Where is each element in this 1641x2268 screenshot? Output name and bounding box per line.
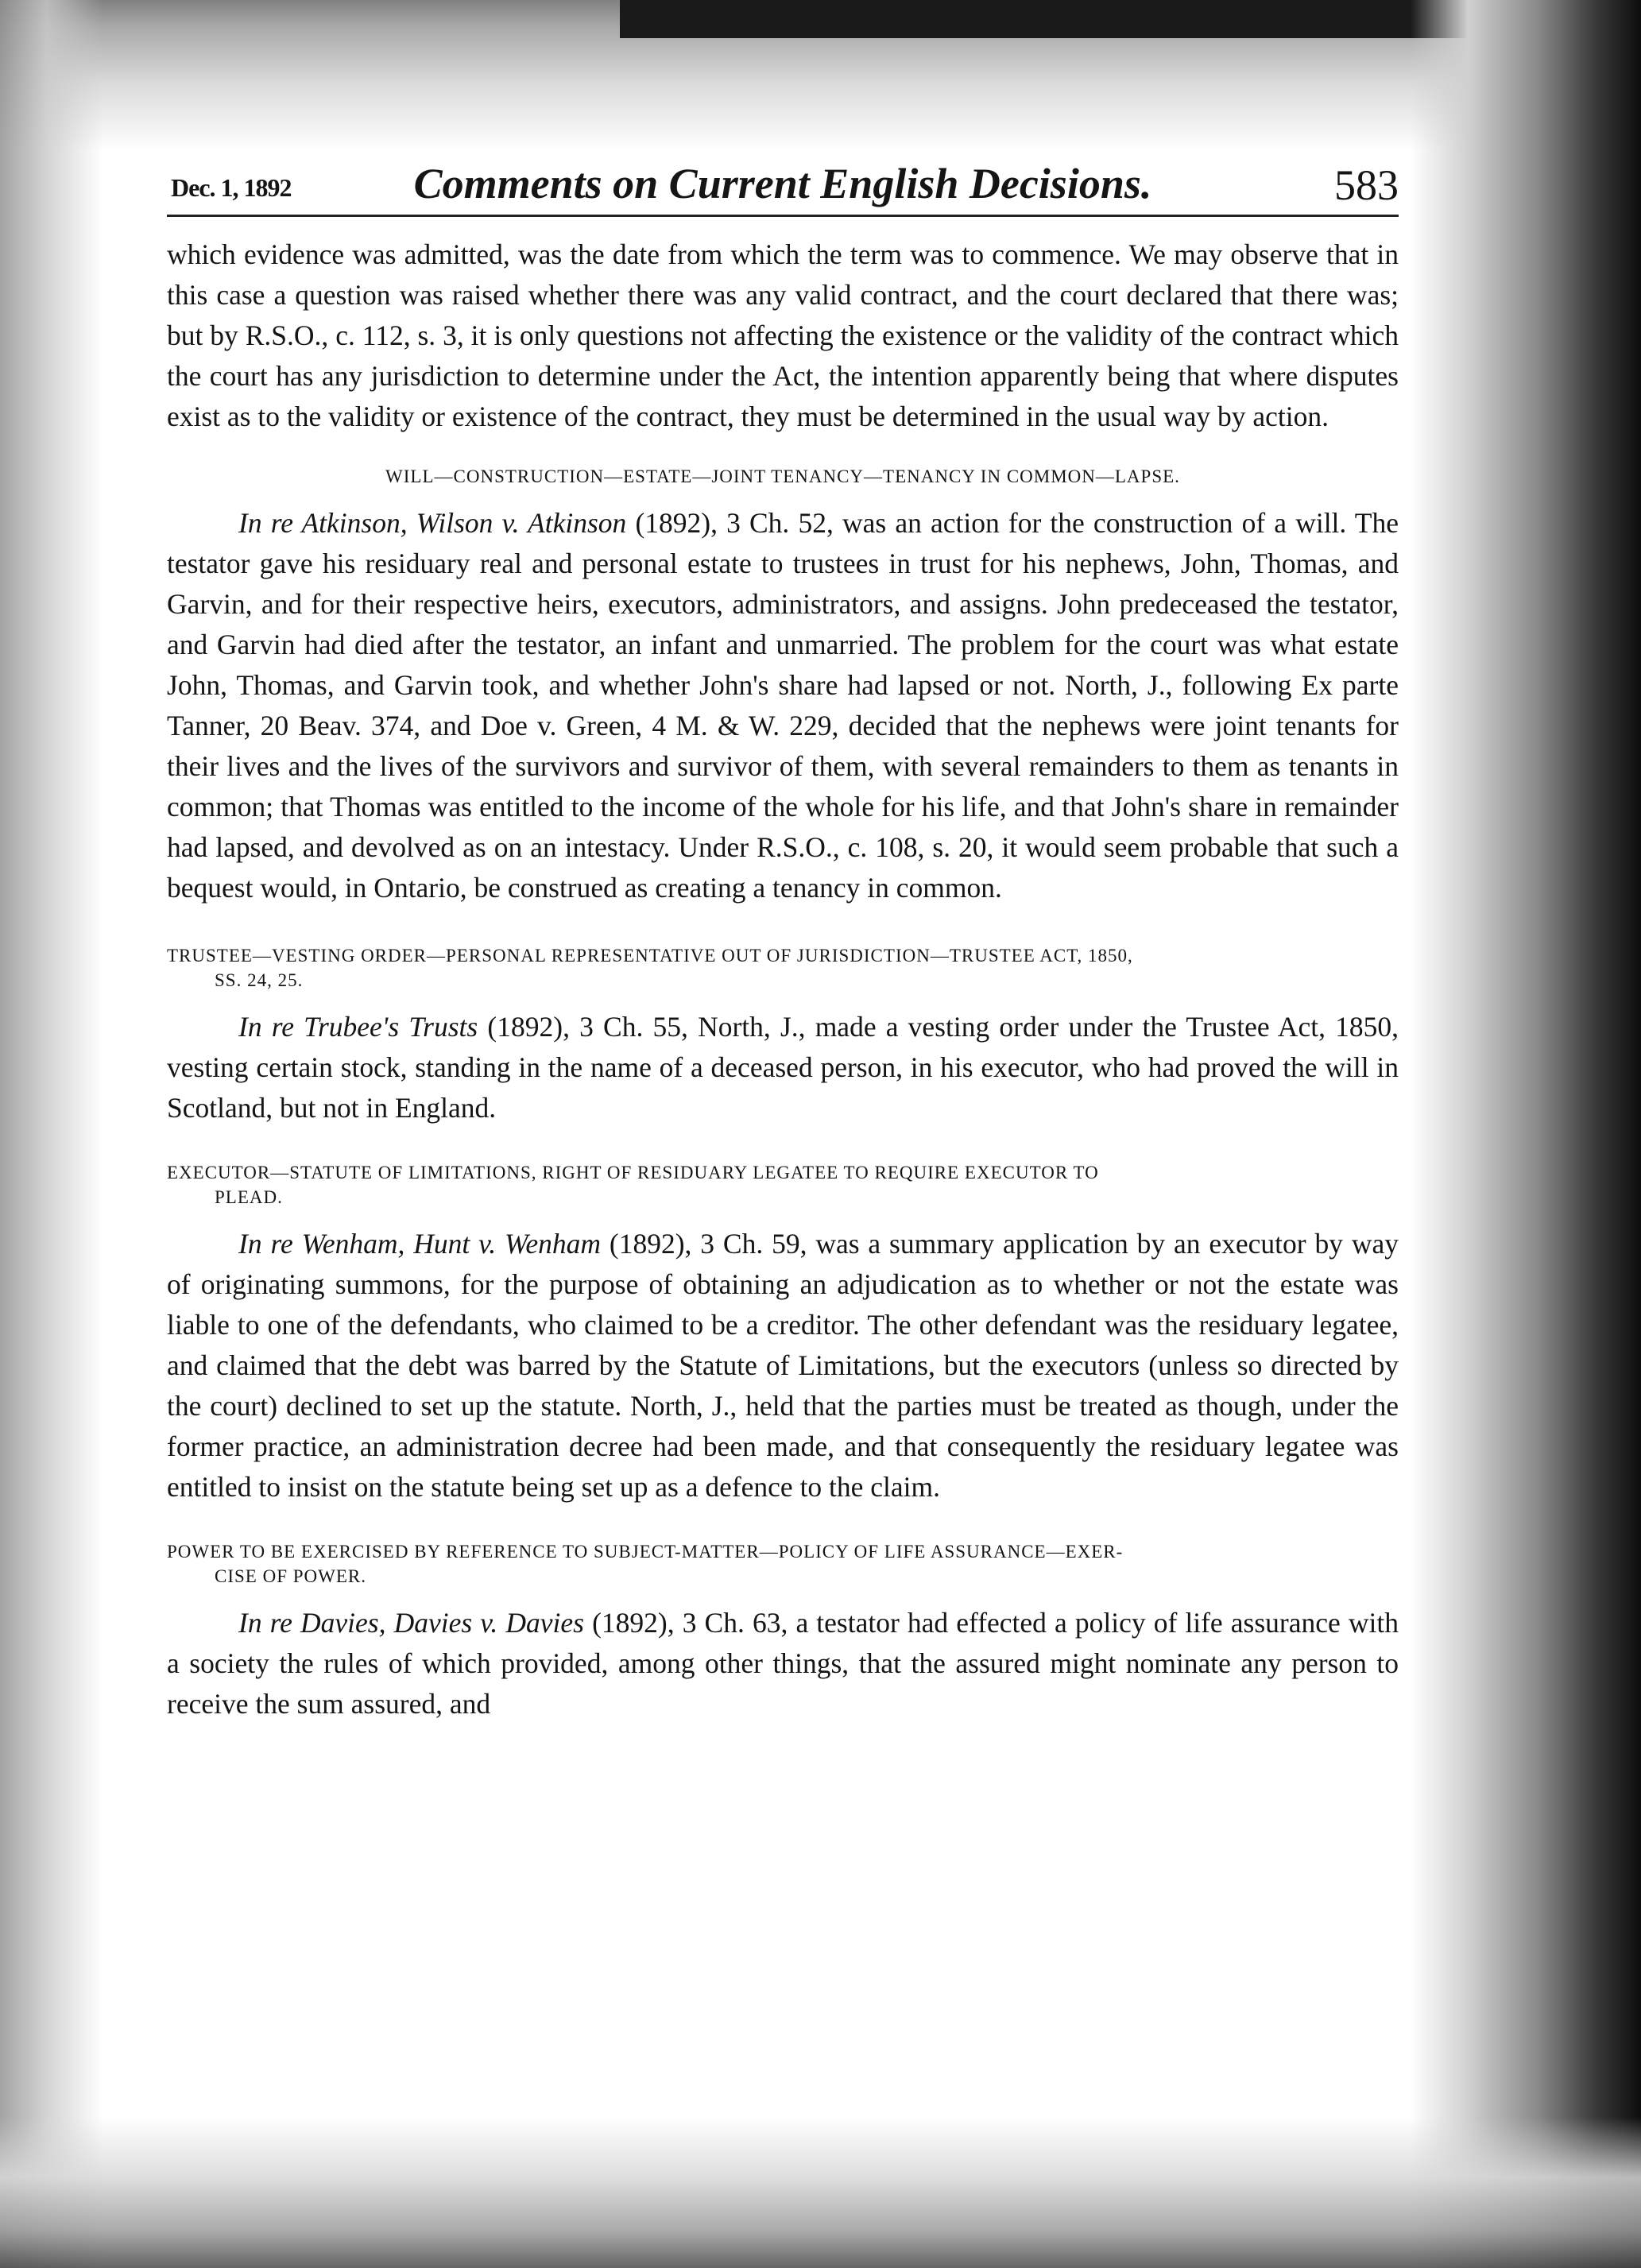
- page-content: [167, 159, 1399, 1724]
- section-heading-text: WILL—CONSTRUCTION—ESTATE—JOINT TENANCY—TENANCY IN COMMON—LAPSE.: [385, 466, 1180, 486]
- case-text: (1892), 3 Ch. 55, North, J., made a vesting order under the Trustee Act, 1850, vesting certain stock, standing in the name of a deceased person, in his executor, who had proved the will in Scotland, but not in England.: [167, 1011, 1399, 1124]
- section-paragraph-trubee: [167, 1007, 1399, 1128]
- scan-edge-left: [0, 0, 103, 2268]
- running-head: [167, 159, 1399, 217]
- section-heading-text: TRUSTEE—VESTING ORDER—PERSONAL REPRESENTATIVE OUT OF JURISDICTION—TRUSTEE ACT, 1850,: [167, 946, 1133, 966]
- section-paragraph-davies: [167, 1603, 1399, 1724]
- section-heading-text: EXECUTOR—STATUTE OF LIMITATIONS, RIGHT OF RESIDUARY LEGATEE TO REQUIRE EXECUTOR TO: [167, 1163, 1099, 1182]
- section-heading-power: [167, 1539, 1399, 1589]
- case-text: (1892), 3 Ch. 59, was a summary application by an executor by way of originating summons, for the purpose of obtaining an adjudication as to whether or not the estate was liable to one of the defendants, who claimed to be a creditor. The other defendant was the residuary legatee, and claimed that the debt was barred by the Statute of Limitations, but the executors (unless so directed by the court) declined to set up the statute. North, J., held that the parties must be treated as though, under the former practice, an administration decree had been made, and that consequently the residuary legatee was entitled to insist on the statute being set up as a defence to the claim.: [167, 1228, 1399, 1503]
- section-heading-continuation: PLEAD.: [215, 1187, 283, 1207]
- section-heading-continuation: SS. 24, 25.: [215, 970, 304, 990]
- case-name: In re Atkinson, Wilson v. Atkinson: [238, 507, 627, 539]
- section-heading-text: POWER TO BE EXERCISED BY REFERENCE TO SUBJECT-MATTER—POLICY OF LIFE ASSURANCE—EXER-: [167, 1542, 1124, 1562]
- running-head-title: Comments on Current English Decisions.: [413, 160, 1152, 207]
- section-paragraph-wenham: [167, 1224, 1399, 1507]
- running-head-date: Dec. 1, 1892: [171, 173, 292, 202]
- section-heading-trustee: [167, 943, 1399, 993]
- case-name: In re Trubee's Trusts: [238, 1011, 478, 1043]
- case-text: (1892), 3 Ch. 63, a testator had effected a policy of life assurance with a society the rules of which provided, among other things, that the assured might nominate any person to receive the sum assured, and: [167, 1607, 1399, 1720]
- section-heading-executor: [167, 1160, 1399, 1209]
- scan-edge-bottom: [0, 2117, 1641, 2268]
- section-heading-continuation: CISE OF POWER.: [215, 1566, 366, 1586]
- intro-paragraph: which evidence was admitted, was the date from which the term was to commence. We may observe that in this case a question was raised whether there was any valid contract, and the court declared that there was; but by R.S.O., c. 112, s. 3, it is only questions not affecting the existence or the validity of the contract which the court has any jurisdiction to determine under the Act, the intention apparently being that where disputes exist as to the validity or existence of the contract, they must be determined in the usual way by action.: [167, 238, 1399, 432]
- case-name: In re Wenham, Hunt v. Wenham: [238, 1228, 601, 1260]
- section-heading-will: [167, 464, 1399, 489]
- scan-edge-right: [1411, 0, 1641, 2268]
- case-text: (1892), 3 Ch. 52, was an action for the construction of a will. The testator gave his residuary real and personal estate to trustees in trust for his nephews, John, Thomas, and Garvin, and for their respective heirs, executors, administrators, and assigns. John predeceased the testator, and Garvin had died after the testator, an infant and unmarried. The problem for the court was what estate John, Thomas, and Garvin took, and whether John's share had lapsed or not. North, J., following Ex parte Tanner, 20 Beav. 374, and Doe v. Green, 4 M. & W. 229, decided that the nephews were joint tenants for their lives and the lives of the survivors and survivor of them, with several remainders to them as tenants in common; that Thomas was entitled to the income of the whole for his life, and that John's share in remainder had lapsed, and devolved as on an intestacy. Under R.S.O., c. 108, s. 20, it would seem probable that such a bequest would, in Ontario, be construed as creating a tenancy in common.: [167, 507, 1399, 904]
- page-number: 583: [1334, 161, 1399, 209]
- section-paragraph-atkinson: [167, 503, 1399, 908]
- case-name: In re Davies, Davies v. Davies: [238, 1607, 584, 1639]
